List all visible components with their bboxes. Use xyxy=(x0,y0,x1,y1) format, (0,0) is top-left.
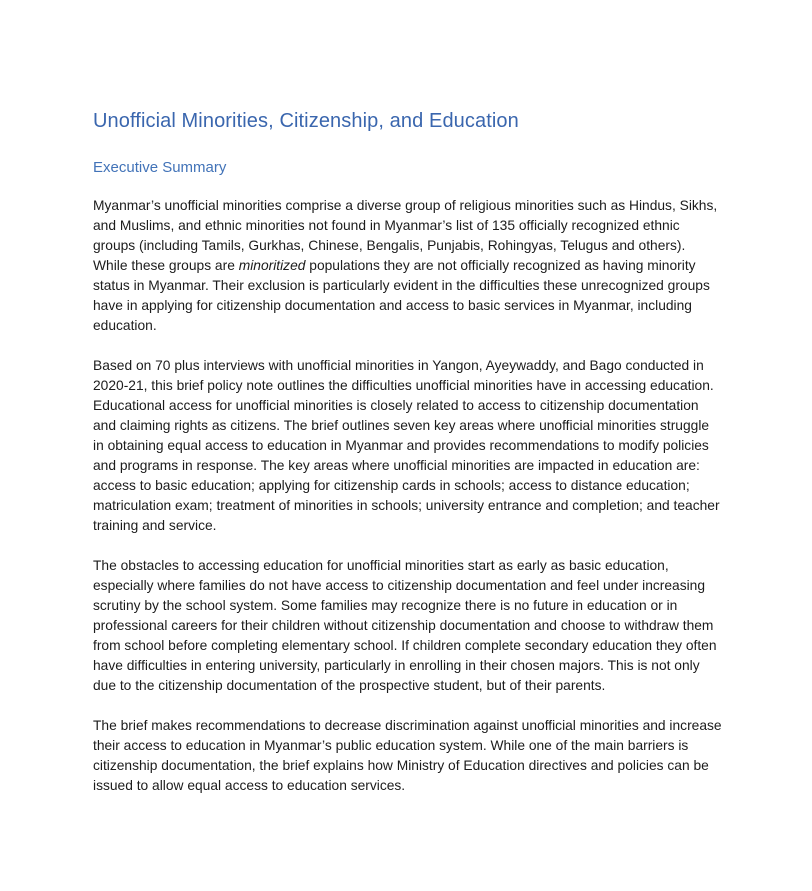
document-content xyxy=(93,108,723,796)
paragraph-2: Based on 70 plus interviews with unofficial minorities in Yangon, Ayeywaddy, and Bago conducted in 2020-21, this brief policy note outlines the difficulties unofficial minorities have in accessing education. Educational access for unofficial minorities is closely related to access to citizenship documentation and claiming rights as citizens. The brief outlines seven key areas where unofficial minorities struggle in obtaining equal access to education in Myanmar and provides recommendations to modify policies and programs in response. The key areas where unofficial minorities are impacted in education are: access to basic education; applying for citizenship cards in schools; access to distance education; matriculation exam; treatment of minorities in schools; university entrance and completion; and teacher training and service. xyxy=(93,358,720,533)
paragraph-4: The brief makes recommendations to decrease discrimination against unofficial minorities and increase their access to education in Myanmar’s public education system. While one of the main barriers is citizenship documentation, the brief explains how Ministry of Education directives and policies can be issued to allow equal access to education services. xyxy=(93,718,722,793)
paragraph-1-text-before-italic: Myanmar’s unofficial minorities comprise a diverse group of religious minorities such as Hindus, Sikhs, and Muslims, and ethnic minorities not found in Myanmar’s list of 135 officially recognized ethnic groups (including Tamils, Gurkhas, Chinese, Bengalis, Punjabis, Rohingyas, Telugus and others). While these groups are xyxy=(93,198,718,273)
document-title: Unofficial Minorities, Citizenship, and Education xyxy=(93,110,519,132)
section-heading-executive-summary: Executive Summary xyxy=(93,159,227,176)
paragraph-1-text-after-italic: populations they are not officially recognized as having minority status in Myanmar. Their exclusion is particularly evident in the difficulties these unrecognized groups have in applying for citizenship documentation and access to basic services in Myanmar, including education. xyxy=(93,258,710,333)
italic-term-minoritized: minoritized xyxy=(238,258,306,273)
paragraph-1 xyxy=(93,196,723,336)
paragraph-3: The obstacles to accessing education for unofficial minorities start as early as basic education, especially where families do not have access to citizenship documentation and feel under increasing scrutiny by the school system. Some families may recognize there is no future in education or in professional careers for their children without citizenship documentation and choose to withdraw them from school before completing elementary school. If children complete secondary education they often have difficulties in entering university, particularly in enrolling in their chosen majors. This is not only due to the citizenship documentation of the prospective student, but of their parents. xyxy=(93,558,717,693)
